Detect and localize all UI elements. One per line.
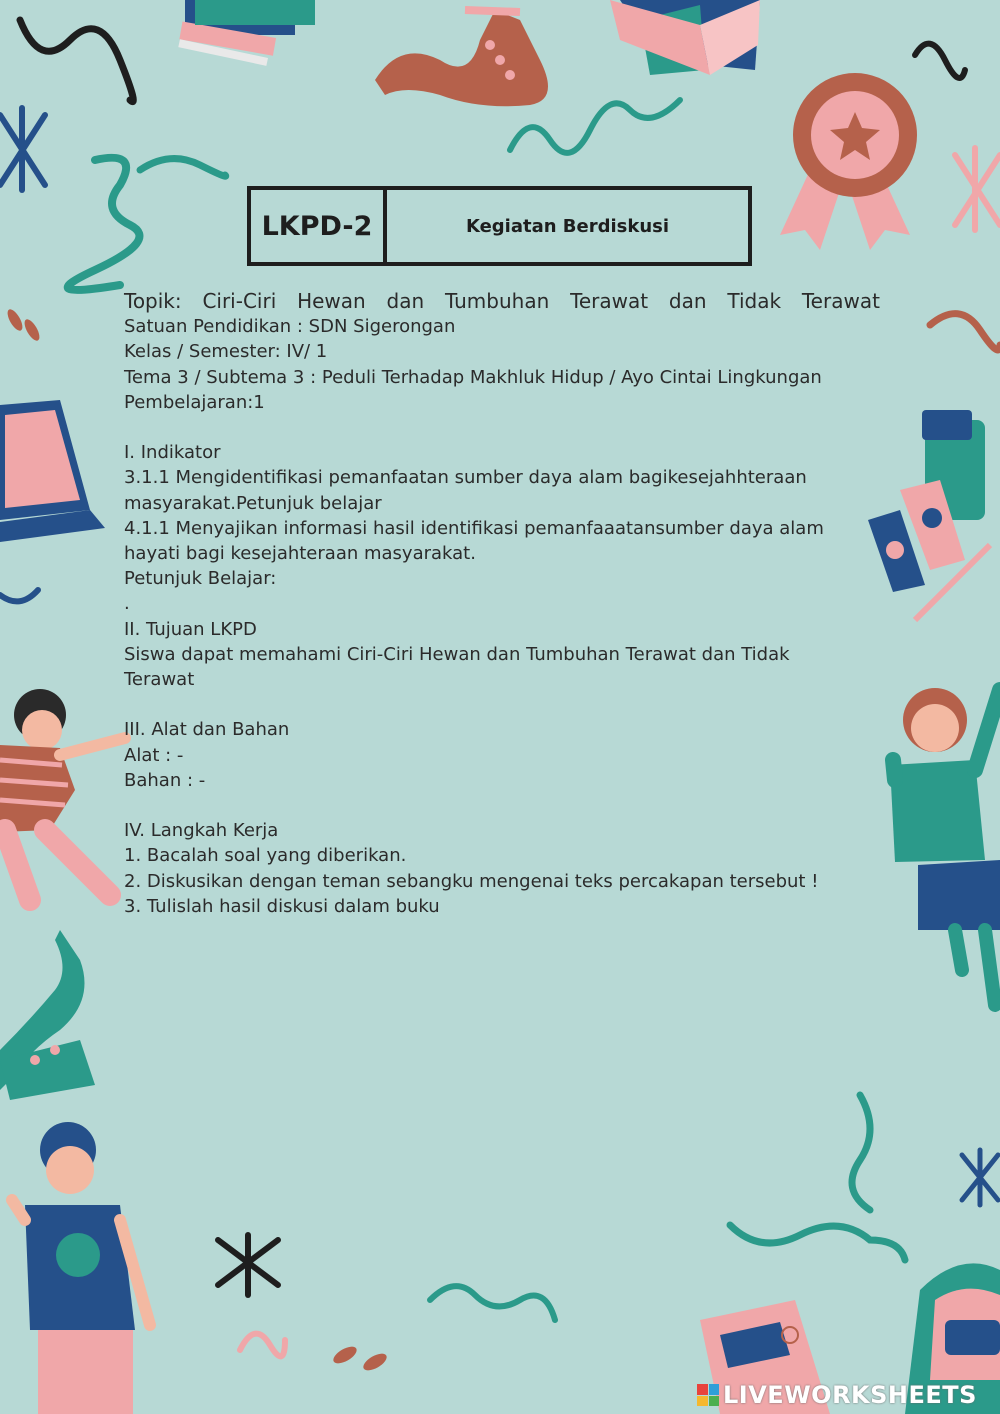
indikator-line: hayati bagi kesejahteraan masyarakat. xyxy=(124,543,476,565)
logo-square xyxy=(697,1396,708,1407)
squiggle-icon xyxy=(730,1225,905,1260)
saxophone-icon xyxy=(0,930,95,1100)
squiggle-icon xyxy=(430,1286,555,1320)
paint-tubes-icon xyxy=(868,410,990,620)
logo-square xyxy=(709,1396,720,1407)
logo-square xyxy=(709,1384,720,1395)
girl-waving-illustration xyxy=(890,688,1000,1005)
topic-word: Terawat xyxy=(570,289,649,313)
spacer xyxy=(124,793,880,818)
school-line: Satuan Pendidikan : SDN Sigerongan xyxy=(124,316,456,338)
laptop-icon xyxy=(0,400,105,542)
brand-name: LIVEWORKSHEETS xyxy=(723,1381,977,1409)
squiggle-icon xyxy=(68,158,140,290)
squiggle-icon xyxy=(140,159,226,177)
topic-word: Tidak xyxy=(727,289,782,313)
boy-jumping-illustration xyxy=(0,689,125,900)
langkah-step: 1. Bacalah soal yang diberikan. xyxy=(124,845,407,867)
bahan-line: Bahan : - xyxy=(124,769,206,791)
alat-heading: III. Alat dan Bahan xyxy=(124,719,290,741)
topic-word: dan xyxy=(668,289,707,313)
saxophone-icon xyxy=(375,10,548,106)
liveworksheets-brand[interactable] xyxy=(697,1380,977,1410)
langkah-step: 3. Tulislah hasil diskusi dalam buku xyxy=(124,895,440,917)
asterisk-icon xyxy=(962,1150,998,1205)
topic-word: Topik: xyxy=(124,289,182,313)
indikator-line: . xyxy=(124,593,130,615)
class-line: Kelas / Semester: IV/ 1 xyxy=(124,341,328,363)
activity-title: Kegiatan Berdiskusi xyxy=(465,215,670,237)
tujuan-heading: II. Tujuan LKPD xyxy=(124,618,257,640)
boy-standing-illustration xyxy=(12,1122,150,1414)
indikator-line: masyarakat.Petunjuk belajar xyxy=(124,492,382,514)
squiggle-icon xyxy=(930,314,1000,350)
indikator-line: 3.1.1 Mengidentifikasi pemanfaatan sumber daya alam bagikesejahhteraan xyxy=(124,467,807,489)
indikator-line: Petunjuk Belajar: xyxy=(124,568,277,590)
lesson-line: Pembelajaran:1 xyxy=(124,391,265,413)
topic-line xyxy=(124,289,880,314)
tujuan-line: Siswa dapat memahami Ciri-Ciri Hewan dan Tumbuhan Terawat dan Tidak xyxy=(124,643,790,665)
topic-word: Hewan xyxy=(297,289,366,313)
spacer xyxy=(124,692,880,717)
dots-icon xyxy=(331,1343,390,1373)
indikator-heading: I. Indikator xyxy=(124,442,221,464)
tujuan-line: Terawat xyxy=(124,669,195,691)
asterisk-icon xyxy=(955,148,1000,230)
langkah-heading: IV. Langkah Kerja xyxy=(124,820,279,842)
worksheet-content xyxy=(124,289,880,919)
squiggle-icon xyxy=(0,590,38,601)
topic-word: Terawat xyxy=(801,289,880,313)
squiggle-icon xyxy=(915,44,965,78)
asterisk-icon xyxy=(0,108,45,190)
logo-square xyxy=(697,1384,708,1395)
lkpd-header xyxy=(247,186,752,266)
squiggle-icon xyxy=(510,100,680,153)
topic-word: dan xyxy=(386,289,425,313)
lkpd-code: LKPD-2 xyxy=(251,190,387,262)
squiggle-icon xyxy=(852,1095,870,1210)
theme-line: Tema 3 / Subtema 3 : Peduli Terhadap Makhluk Hidup / Ayo Cintai Lingkungan xyxy=(124,366,822,388)
open-book-icon xyxy=(610,0,760,75)
topic-word: Tumbuhan xyxy=(444,289,550,313)
langkah-step: 2. Diskusikan dengan teman sebangku mengenai teks percakapan tersebut ! xyxy=(124,870,819,892)
alat-line: Alat : - xyxy=(124,744,184,766)
dots-icon xyxy=(5,307,43,343)
squiggle-icon xyxy=(240,1334,285,1357)
liveworksheets-logo-icon xyxy=(697,1384,719,1406)
topic-word: Ciri-Ciri xyxy=(202,289,277,313)
squiggle-icon xyxy=(20,20,133,102)
spacer xyxy=(124,415,880,440)
asterisk-icon xyxy=(218,1235,278,1295)
indikator-line: 4.1.1 Menyajikan informasi hasil identifikasi pemanfaaatansumber daya alam xyxy=(124,517,824,539)
notebook-icon xyxy=(178,0,315,66)
award-ribbon-icon xyxy=(780,73,917,250)
